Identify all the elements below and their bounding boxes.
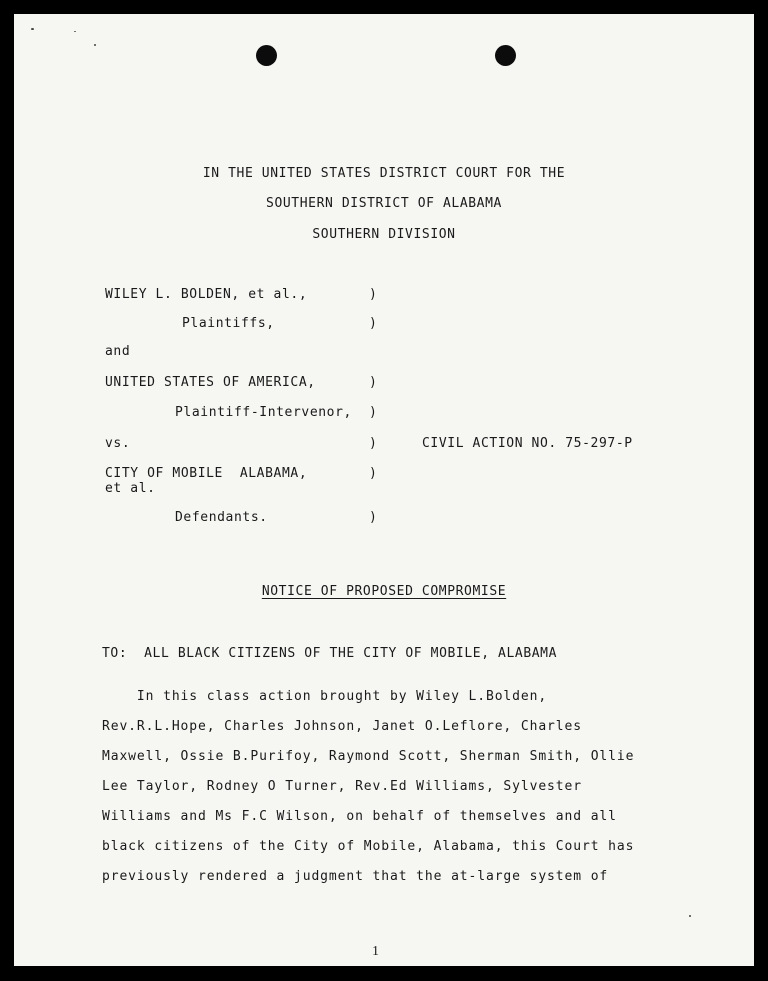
defendant-name: CITY OF MOBILE ALABAMA, xyxy=(105,466,308,481)
notice-title-text: NOTICE OF PROPOSED COMPROMISE xyxy=(261,584,507,599)
body-line: black citizens of the City of Mobile, Alabama, this Court has xyxy=(102,839,635,854)
defendant-et-al: et al. xyxy=(105,481,156,496)
plaintiff-usa: UNITED STATES OF AMERICA, xyxy=(105,375,316,390)
and-label: and xyxy=(105,344,131,359)
addressee-line: TO: ALL BLACK CITIZENS OF THE CITY OF MOBILE, ALABAMA xyxy=(102,646,558,661)
court-heading-line-2: SOUTHERN DISTRICT OF ALABAMA xyxy=(266,196,502,211)
punch-hole xyxy=(495,45,516,66)
scan-speck xyxy=(31,28,34,30)
court-heading-line-1: IN THE UNITED STATES DISTRICT COURT FOR THE xyxy=(202,166,566,181)
scan-speck xyxy=(94,44,96,46)
defendants-label: Defendants. xyxy=(175,510,268,525)
body-line: In this class action brought by Wiley L.Bolden, xyxy=(102,689,548,704)
notice-title xyxy=(14,584,754,600)
body-line: Maxwell, Ossie B.Purifoy, Raymond Scott, Sherman Smith, Ollie xyxy=(102,749,635,764)
caption-paren: ) xyxy=(369,287,377,302)
caption-paren: ) xyxy=(369,436,377,451)
punch-hole xyxy=(256,45,277,66)
intervenor-label: Plaintiff-Intervenor, xyxy=(175,405,352,420)
page-number: 1 xyxy=(372,944,380,959)
case-number: CIVIL ACTION NO. 75-297-P xyxy=(422,436,633,451)
body-line: Rev.R.L.Hope, Charles Johnson, Janet O.Leflore, Charles xyxy=(102,719,582,734)
caption-paren: ) xyxy=(369,405,377,420)
court-heading-line-3: SOUTHERN DIVISION xyxy=(312,227,456,242)
versus-label: vs. xyxy=(105,436,131,451)
caption-paren: ) xyxy=(369,375,377,390)
caption-paren: ) xyxy=(369,510,377,525)
caption-paren: ) xyxy=(369,466,377,481)
body-line: Williams and Ms F.C Wilson, on behalf of themselves and all xyxy=(102,809,617,824)
scan-speck xyxy=(74,31,76,32)
caption-paren: ) xyxy=(369,316,377,331)
scan-speck xyxy=(689,915,691,917)
document-page xyxy=(14,14,754,966)
plaintiffs-label: Plaintiffs, xyxy=(182,316,275,331)
body-line: Lee Taylor, Rodney O Turner, Rev.Ed Williams, Sylvester xyxy=(102,779,582,794)
plaintiff-name: WILEY L. BOLDEN, et al., xyxy=(105,287,308,302)
body-line: previously rendered a judgment that the at-large system of xyxy=(102,869,609,884)
